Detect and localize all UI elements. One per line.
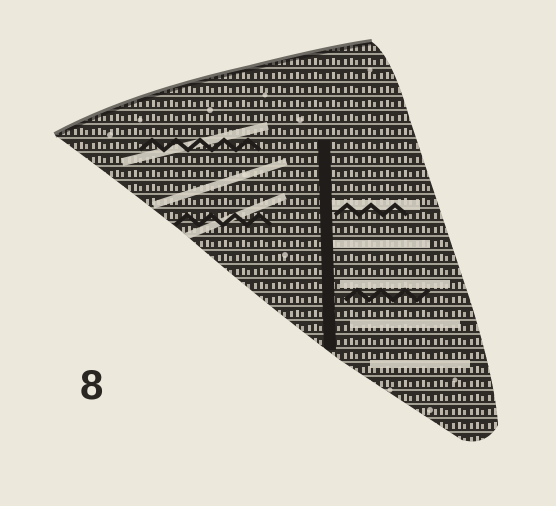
figure-number-label: 8 [80, 361, 104, 408]
sherd-decoration [40, 30, 520, 460]
